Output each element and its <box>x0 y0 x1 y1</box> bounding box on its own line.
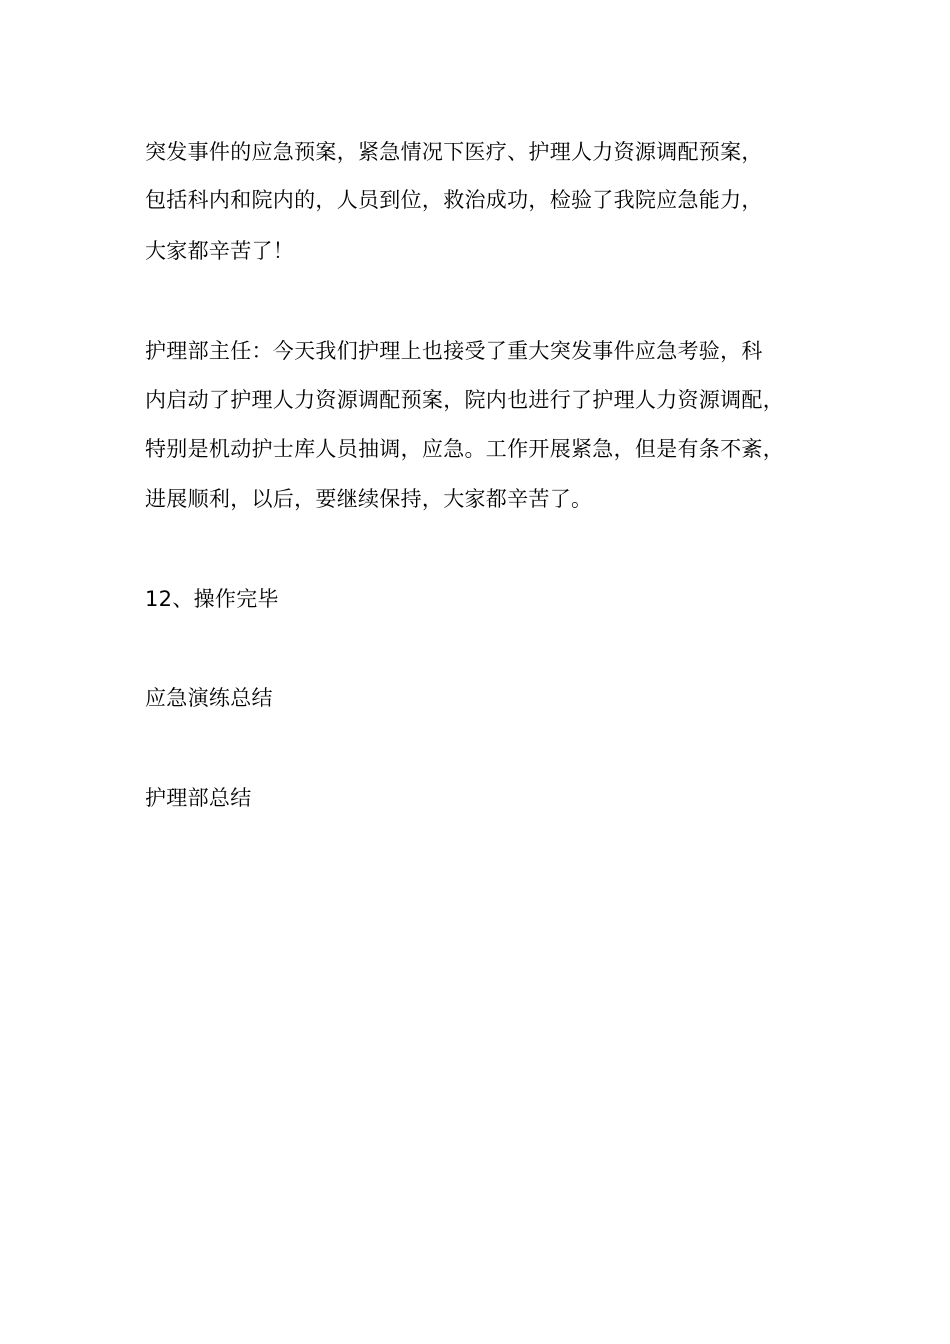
section-heading-drill-summary: 应急演练总结 <box>145 686 273 710</box>
step-text: 12、操作完毕 <box>145 587 279 611</box>
paragraph-2-line-3: 特别是机动护士库人员抽调，应急。工作开展紧急，但是有条不紊， <box>145 437 784 461</box>
section-heading-nursing-summary: 护理部总结 <box>145 786 252 810</box>
paragraph-2-line-1: 护理部主任：今天我们护理上也接受了重大突发事件应急考验，科 <box>145 339 763 363</box>
paragraph-2-line-2: 内启动了护理人力资源调配预案，院内也进行了护理人力资源调配， <box>145 388 784 412</box>
paragraph-1-line-2: 包括科内和院内的，人员到位，救治成功，检验了我院应急能力， <box>145 188 763 212</box>
paragraph-2-line-4: 进展顺利，以后，要继续保持，大家都辛苦了。 <box>145 487 593 511</box>
paragraph-1-line-3: 大家都辛苦了！ <box>145 239 295 263</box>
paragraph-1-line-1: 突发事件的应急预案，紧急情况下医疗、护理人力资源调配预案， <box>145 140 763 164</box>
